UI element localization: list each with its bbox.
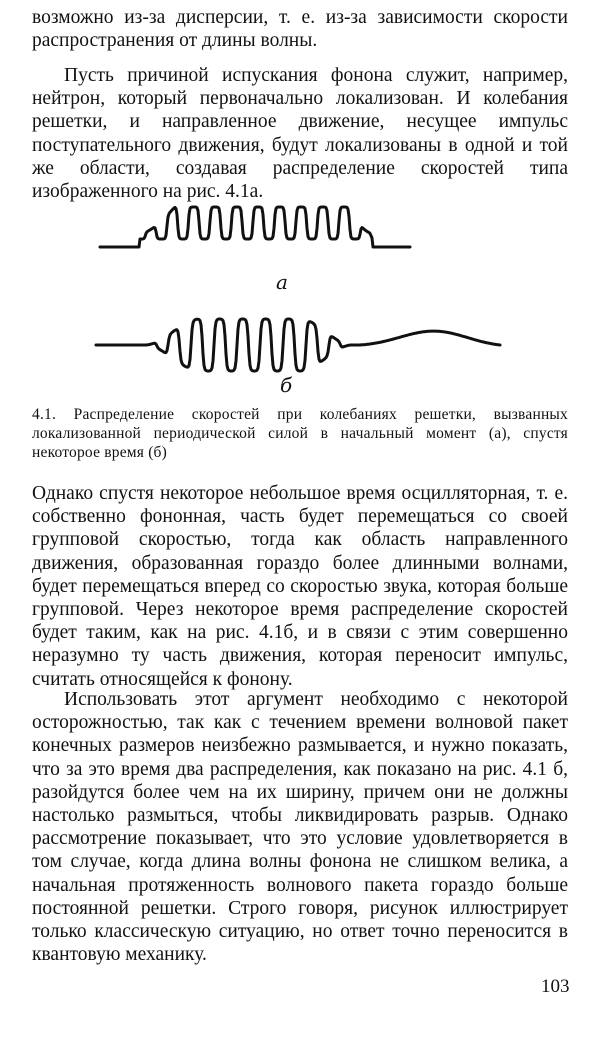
figure-label-a: а <box>276 270 288 294</box>
figure-4-1 <box>0 190 600 410</box>
paragraph-neutron-source: Пусть причиной испускания фонона служит, например, нейтрон, который первоначально локализован. И колебания решетки, и направленное движение, несущее импульс поступательного движения, будут локализованы в одной и той же области, создавая распределение скоростей типа изображенного на рис. 4.1а. <box>32 65 568 203</box>
figure-label-b: б <box>280 373 293 397</box>
wave-packet-later <box>96 319 500 371</box>
paragraph-caution: Использовать этот аргумент необходимо с некоторой осторожностью, так как с течением времени волновой пакет конечных размеров неизбежно размывается, и нужно показать, что за это время два распределения, как показано на рис. 4.1 б, разойдутся более чем на их ширину, причем они не должны настолько размыться, чтобы ликвидировать разрыв. Однако рассмотрение показывает, что это условие удовлетворяется в том случае, когда длина волны фонона не слишком велика, а начальная протяженность волнового пакета гораздо больше постоянной решетки. Строго говоря, рисунок иллюстрирует только классическую ситуацию, но ответ точно переносится в квантовую механику. <box>32 689 568 966</box>
paragraph-group-velocity: Однако спустя некоторое небольшое время осцилляторная, т. е. собственно фононная, часть будет перемещаться со своей групповой скоростью, тогда как область направленного движения, образованная гораздо более длинными волнами, будет перемещаться вперед со скоростью звука, которая больше групповой. Через некоторое время распределение скоростей будет таким, как на рис. 4.1б, и в связи с этим совершенно неразумно ту часть движения, которая переносит импульс, считать относящейся к фонону. <box>32 483 568 690</box>
velocity-distribution-diagram <box>0 190 600 410</box>
figure-caption: 4.1. Распределение скоростей при колебаниях решетки, вызванных локализованной периодической силой в начальный момент (а), спустя некоторое время (б) <box>32 406 568 461</box>
page-number: 103 <box>541 976 570 997</box>
wave-packet-initial <box>100 207 410 247</box>
paragraph-continuation: возможно из-за дисперсии, т. е. из-за зависимости скорости распространения от длины волны. <box>32 7 568 52</box>
